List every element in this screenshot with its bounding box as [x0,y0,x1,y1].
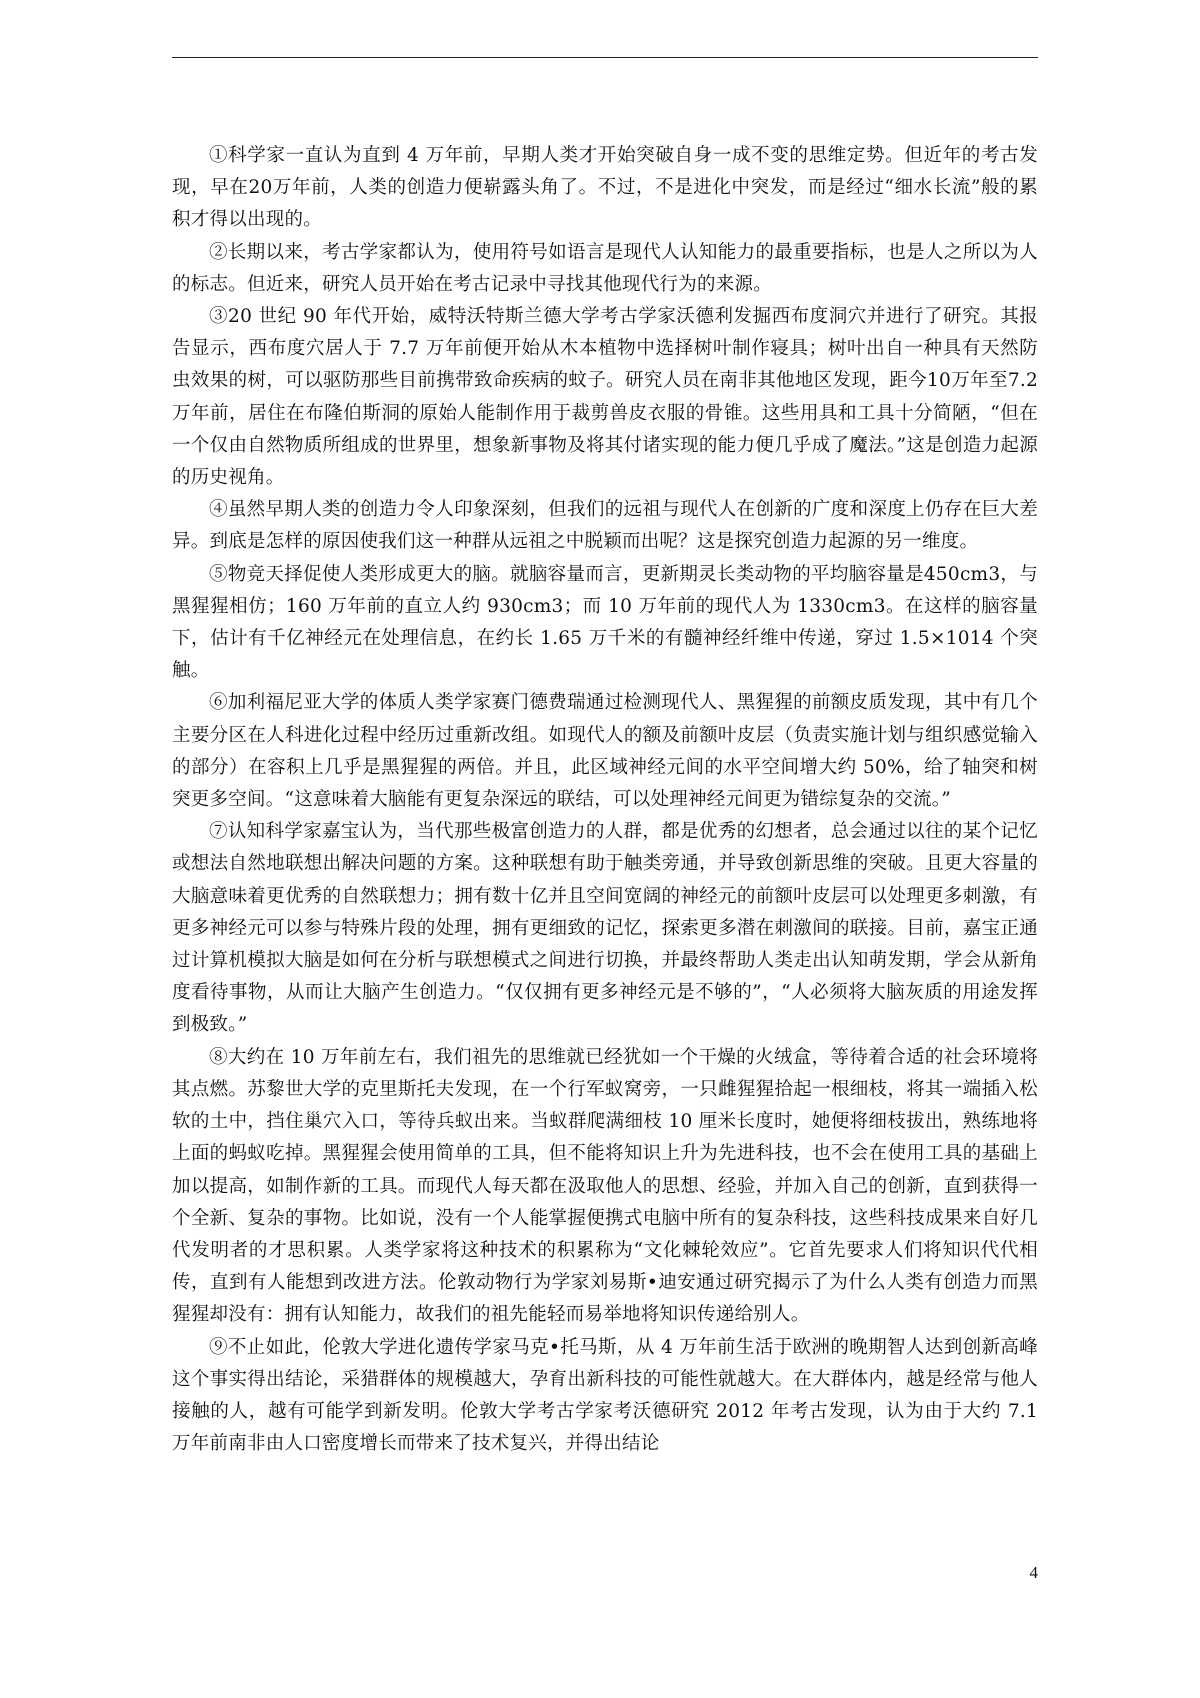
paragraph-3: ③20 世纪 90 年代开始，威特沃特斯兰德大学考古学家沃德利发掘西布度洞穴并进行了研究。其报告显示，西布度穴居人于 7.7 万年前便开始从木本植物中选择树叶制作寝具；树叶出自一种具有天然防虫效果的树，可以驱防那些目前携带致命疾病的蚊子。研究人员在南非其他地区发现，距今10万年至7.2万年前，居住在布隆伯斯洞的原始人能制作用于裁剪兽皮衣服的骨锥。这些用具和工具十分简陋，“但在一个仅由自然物质所组成的世界里，想象新事物及将其付诸实现的能力便几乎成了魔法。”这是创造力起源的历史视角。 [172,306,1038,489]
page-number: 4 [1029,1563,1038,1582]
paragraph-6: ⑥加利福尼亚大学的体质人类学家赛门德费瑞通过检测现代人、黑猩猩的前额皮质发现，其中有几个主要分区在人科进化过程中经历过重新改组。如现代人的额及前额叶皮层（负责实施计划与组织感觉输入的部分）在容积上几乎是黑猩猩的两倍。并且，此区域神经元间的水平空间增大约 50%，给了轴突和树突更多空间。“这意味着大脑能有更复杂深远的联结，可以处理神经元间更为错综复杂的交流。” [172,692,1038,811]
paragraph-1: ①科学家一直认为直到 4 万年前，早期人类才开始突破自身一成不变的思维定势。但近年的考古发现，早在20万年前，人类的创造力便崭露头角了。不过，不是进化中突发，而是经过“细水长流”般的累积才得以出现的。 [172,145,1038,231]
paragraph-5: ⑤物竞天择促使人类形成更大的脑。就脑容量而言，更新期灵长类动物的平均脑容量是450cm3，与黑猩猩相仿；160 万年前的直立人约 930cm3；而 10 万年前的现代人为 1330cm3。在这样的脑容量下，估计有千亿神经元在处理信息，在约长 1.65 万千米的有髓神经纤维中传递，穿过 1.5×1014 个突触。 [172,563,1038,682]
paragraph-7: ⑦认知科学家嘉宝认为，当代那些极富创造力的人群，都是优秀的幻想者，总会通过以往的某个记忆或想法自然地联想出解决问题的方案。这种联想有助于触类旁通，并导致创新思维的突破。且更大容量的大脑意味着更优秀的自然联想力；拥有数十亿并且空间宽阔的神经元的前额叶皮层可以处理更多刺激，有更多神经元可以参与特殊片段的处理，拥有更细致的记忆，探索更多潜在刺激间的联接。目前，嘉宝正通过计算机模拟大脑是如何在分析与联想模式之间进行切换，并最终帮助人类走出认知萌发期，学会从新角度看待事物，从而让大脑产生创造力。“仅仅拥有更多神经元是不够的”，“人必须将大脑灰质的用途发挥到极致。” [172,821,1038,1036]
paragraph-2: ②长期以来，考古学家都认为，使用符号如语言是现代人认知能力的最重要指标，也是人之所以为人的标志。但近来，研究人员开始在考古记录中寻找其他现代行为的来源。 [172,241,1038,295]
paragraph-4: ④虽然早期人类的创造力令人印象深刻，但我们的远祖与现代人在创新的广度和深度上仍存在巨大差异。到底是怎样的原因使我们这一种群从远祖之中脱颖而出呢？这是探究创造力起源的另一维度。 [172,499,1038,553]
header-rule [172,57,1038,58]
paragraph-9: ⑨不止如此，伦敦大学进化遗传学家马克•托马斯，从 4 万年前生活于欧洲的晚期智人达到创新高峰这个事实得出结论，采猎群体的规模越大，孕育出新科技的可能性就越大。在大群体内，越是经常与他人接触的人，越有可能学到新发明。伦敦大学考古学家考沃德研究 2012 年考古发现，认为由于大约 7.1 万年前南非由人口密度增长而带来了技术复兴，并得出结论 [172,1336,1038,1455]
article-body [172,140,1038,1530]
paragraph-8: ⑧大约在 10 万年前左右，我们祖先的思维就已经犹如一个干燥的火绒盒，等待着合适的社会环境将其点燃。苏黎世大学的克里斯托夫发现，在一个行军蚁窝旁，一只雌猩猩拾起一根细枝，将其一端插入松软的土中，挡住巢穴入口，等待兵蚁出来。当蚁群爬满细枝 10 厘米长度时，她便将细枝拔出，熟练地将上面的蚂蚁吃掉。黑猩猩会使用简单的工具，但不能将知识上升为先进科技，也不会在使用工具的基础上加以提高，如制作新的工具。而现代人每天都在汲取他人的思想、经验，并加入自己的创新，直到获得一个全新、复杂的事物。比如说，没有一个人能掌握便携式电脑中所有的复杂科技，这些科技成果来自好几代发明者的才思积累。人类学家将这种技术的积累称为“文化棘轮效应”。它首先要求人们将知识代代相传，直到有人能想到改进方法。伦敦动物行为学家刘易斯•迪安通过研究揭示了为什么人类有创造力而黑猩猩却没有：拥有认知能力，故我们的祖先能轻而易举地将知识传递给别人。 [172,1046,1038,1326]
